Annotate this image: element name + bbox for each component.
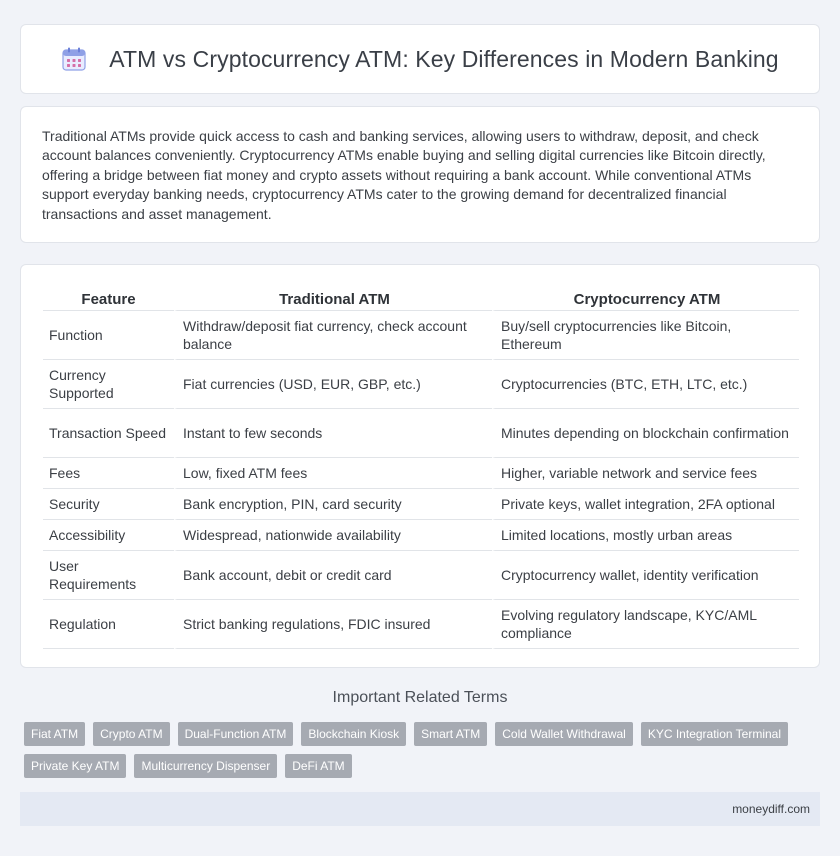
related-terms-list [24,722,824,786]
page-title: ATM vs Cryptocurrency ATM: Key Differences in Modern Banking [109,45,779,72]
table-row [43,551,799,600]
header-feature: Feature [43,285,174,311]
comparison-table [43,285,799,649]
row-crypto: Buy/sell cryptocurrencies like Bitcoin, Ethereum [492,311,799,360]
row-feature: Accessibility [43,520,174,551]
table-row [43,360,799,409]
row-crypto: Evolving regulatory landscape, KYC/AML compliance [492,600,799,649]
related-term-tag[interactable]: Multicurrency Dispenser [134,754,277,778]
row-traditional: Bank encryption, PIN, card security [174,489,492,520]
row-feature: Security [43,489,174,520]
table-row [43,600,799,649]
related-term-tag[interactable]: Dual-Function ATM [178,722,294,746]
comparison-card [20,264,820,668]
title-card [20,24,820,94]
row-crypto: Limited locations, mostly urban areas [492,520,799,551]
table-row [43,458,799,489]
header-cryptocurrency-atm: Cryptocurrency ATM [492,285,799,311]
row-crypto: Minutes depending on blockchain confirmation [492,409,799,458]
intro-paragraph: Traditional ATMs provide quick access to cash and banking services, allowing users to withdraw, deposit, and check account balances conveniently. Cryptocurrency ATMs enable buying and selling digital currencies like Bitcoin directly, offering a bridge between fiat money and crypto assets without requiring a bank account. While conventional ATMs support everyday banking needs, cryptocurrency ATMs cater to the growing demand for decentralized financial transactions and asset management. [42,128,766,222]
calendar-icon [61,46,87,72]
table-row [43,311,799,360]
row-crypto: Private keys, wallet integration, 2FA optional [492,489,799,520]
related-term-tag[interactable]: Private Key ATM [24,754,126,778]
related-terms-heading: Important Related Terms [332,689,508,706]
row-traditional: Instant to few seconds [174,409,492,458]
row-feature: Regulation [43,600,174,649]
table-header-row [43,285,799,311]
row-traditional: Strict banking regulations, FDIC insured [174,600,492,649]
related-term-tag[interactable]: Crypto ATM [93,722,169,746]
related-term-tag[interactable]: Blockchain Kiosk [301,722,406,746]
related-term-tag[interactable]: Fiat ATM [24,722,85,746]
footer-site-link[interactable]: moneydiff.com [732,802,810,816]
related-term-tag[interactable]: DeFi ATM [285,754,351,778]
row-crypto: Cryptocurrency wallet, identity verification [492,551,799,600]
row-traditional: Low, fixed ATM fees [174,458,492,489]
row-crypto: Higher, variable network and service fees [492,458,799,489]
row-feature: Function [43,311,174,360]
row-feature: Fees [43,458,174,489]
row-feature: Transaction Speed [43,409,174,458]
table-row [43,520,799,551]
related-term-tag[interactable]: Smart ATM [414,722,487,746]
related-term-tag[interactable]: KYC Integration Terminal [641,722,788,746]
table-row [43,409,799,458]
intro-card [20,106,820,243]
row-traditional: Withdraw/deposit fiat currency, check account balance [174,311,492,360]
row-crypto: Cryptocurrencies (BTC, ETH, LTC, etc.) [492,360,799,409]
row-traditional: Widespread, nationwide availability [174,520,492,551]
footer [20,792,820,826]
row-traditional: Fiat currencies (USD, EUR, GBP, etc.) [174,360,492,409]
row-feature: User Requirements [43,551,174,600]
header-traditional-atm: Traditional ATM [174,285,492,311]
row-feature: Currency Supported [43,360,174,409]
row-traditional: Bank account, debit or credit card [174,551,492,600]
related-term-tag[interactable]: Cold Wallet Withdrawal [495,722,633,746]
table-row [43,489,799,520]
